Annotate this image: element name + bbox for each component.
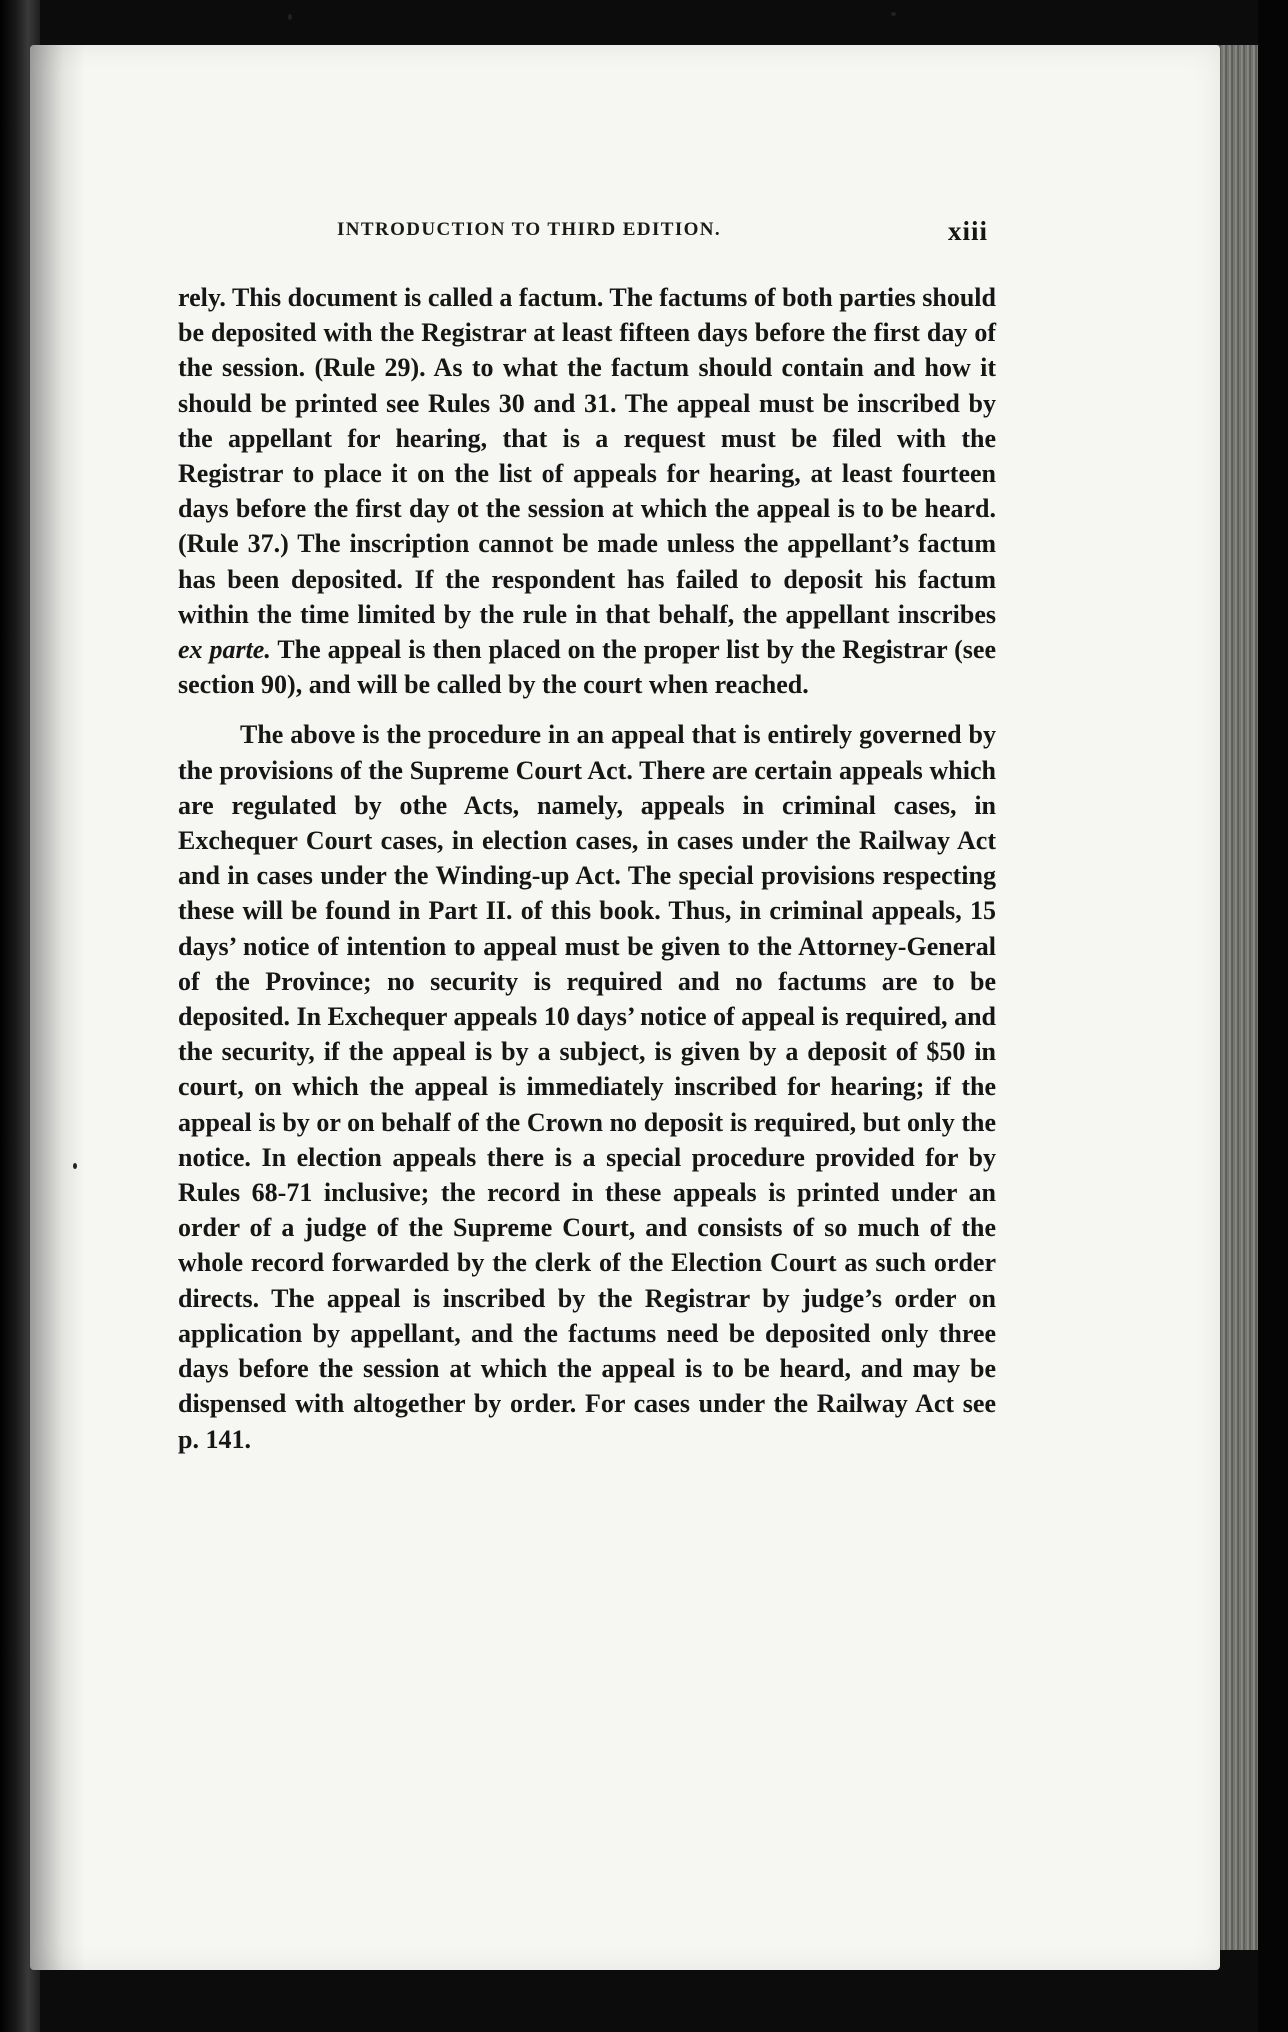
scan-speck (288, 14, 292, 20)
page-number: xiii (947, 216, 988, 246)
page-header (178, 216, 988, 249)
paragraph-1 (178, 280, 996, 702)
paragraph-1-text-end: The appeal is then placed on the proper list by the Registrar (see section 90), and will be called by the court when reached. (178, 635, 996, 700)
scan-right-edge (1258, 0, 1288, 2032)
page-body (178, 280, 996, 1457)
paragraph-2: The above is the procedure in an appeal that is entirely governed by the provisions of the Supreme Court Act. There are certain appeals which are regulated by othe Acts, namely, appeals in criminal cases, in Exchequer Court cases, in election cases, in cases under the Railway Act and in cases under the Winding-up Act. The special provisions respecting these will be found in Part II. of this book. Thus, in criminal appeals, 15 days’ notice of intention to appeal must be given to the Attorney-General of the Province; no security is required and no factums are to be deposited. In Exchequer appeals 10 days’ notice of appeal is required, and the security, if the appeal is by a subject, is given by a deposit of $50 in court, on which the appeal is immediately inscribed for hearing; if the appeal is by or on behalf of the Crown no deposit is required, but only the notice. In election appeals there is a special procedure provided for by Rules 68-71 inclusive; the record in these appeals is printed under an order of a judge of the Supreme Court, and consists of so much of the whole record forwarded by the clerk of the Election Court as such order directs. The appeal is inscribed by the Registrar by judge’s order on application by appellant, and the factums need be deposited only three days before the session at which the appeal is to be heard, and may be dispensed with altogether by order. For cases under the Railway Act see p. 141. (178, 720, 996, 1454)
running-title: INTRODUCTION TO THIRD EDITION. (337, 219, 722, 240)
gutter-shadow (30, 45, 85, 1970)
scan-speck (73, 1163, 77, 1169)
paragraph-1-italic: ex parte. (178, 635, 271, 665)
scan-speck (891, 12, 896, 16)
paragraph-1-text: rely. This document is called a factum. The factums of both parties should be deposited with the Registrar at least fifteen days before the first day of the session. (Rule 29). As to what the factum should contain and how it should be printed see Rules 30 and 31. The appeal must be inscribed by the appellant for hearing, that is a request must be filed with the Registrar to place it on the list of appeals for hearing, at least fourteen days before the first day ot the session at which the appeal is to be heard. (Rule 37.) The inscription cannot be made unless the appellant’s factum has been deposited. If the respondent has failed to deposit his factum within the time limited by the rule in that behalf, the appellant inscribes (178, 283, 996, 629)
